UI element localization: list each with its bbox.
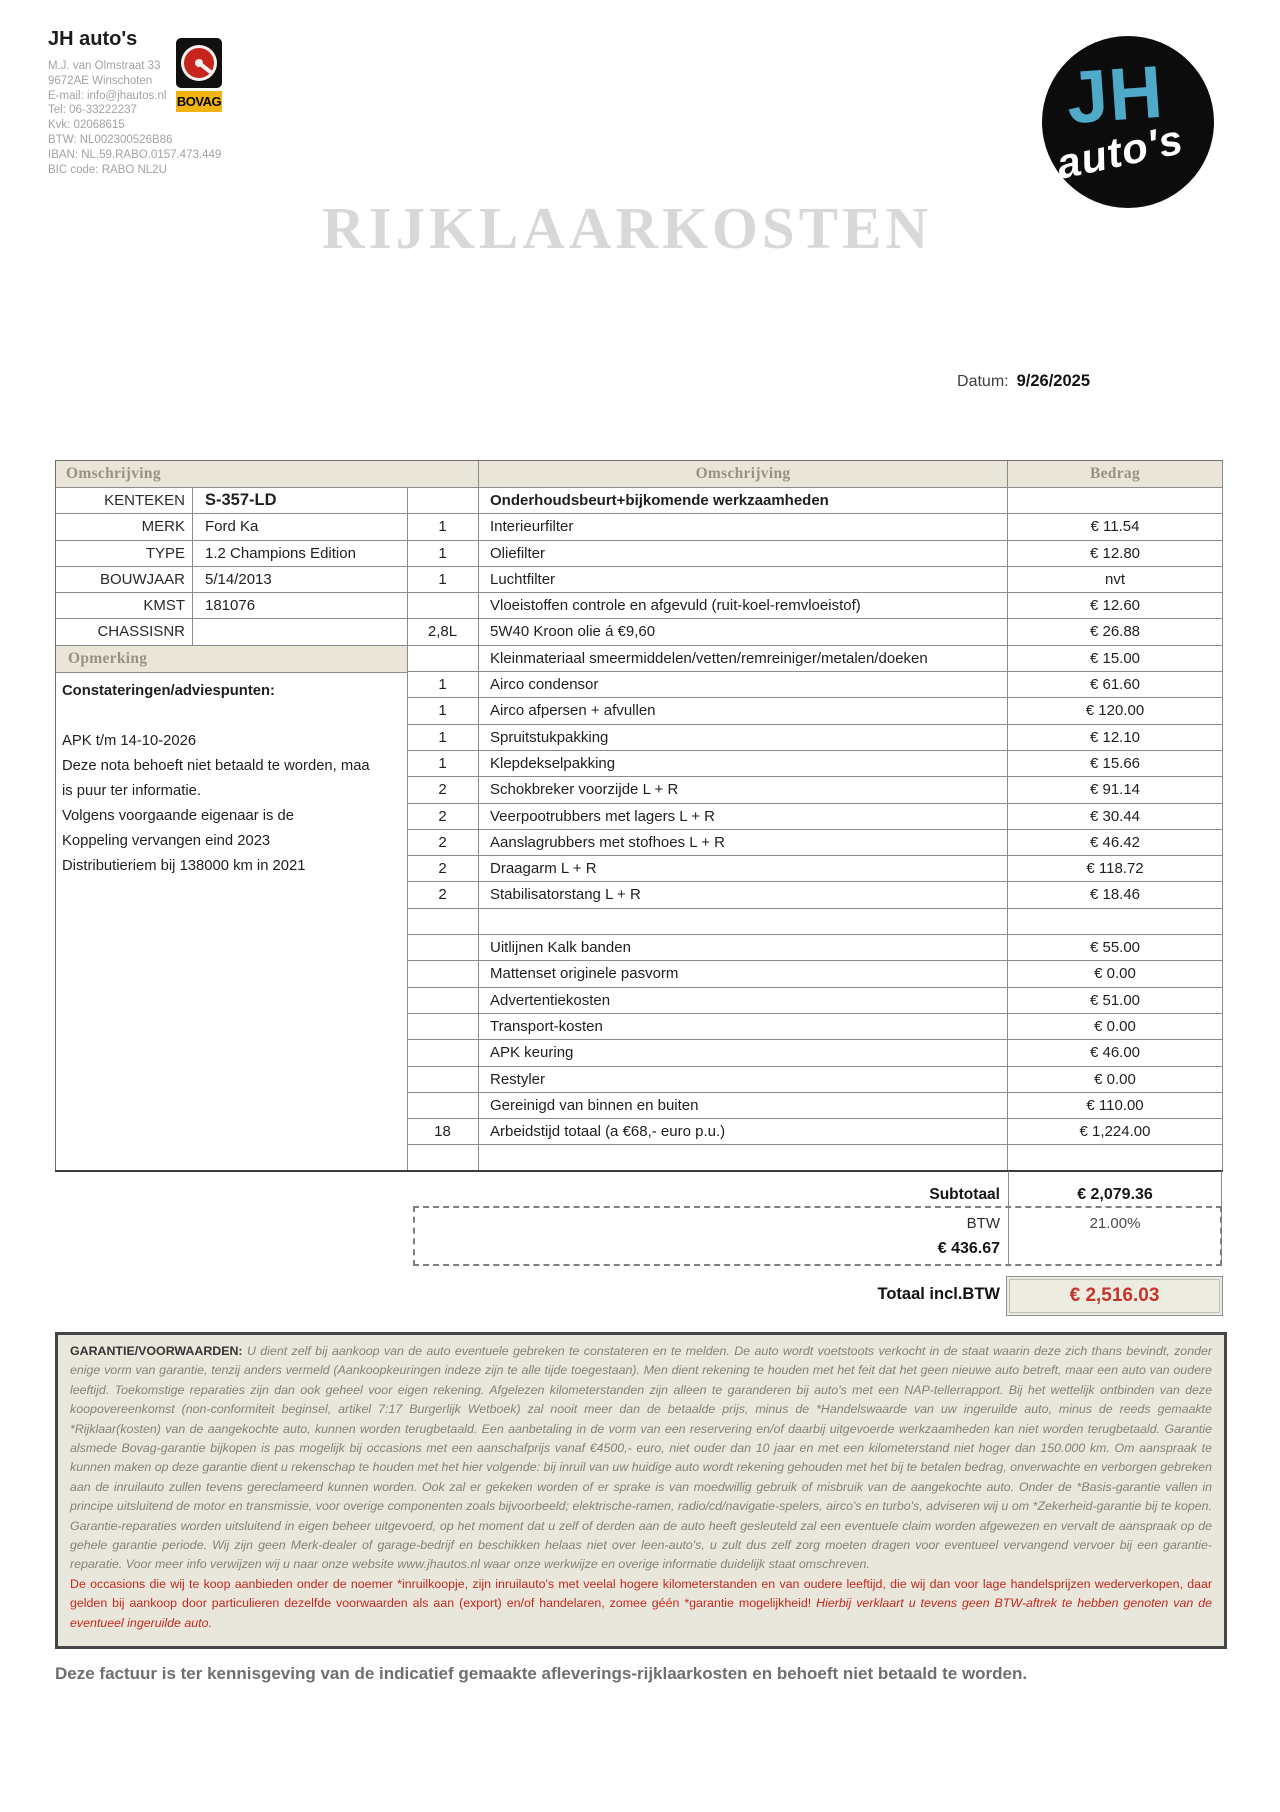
item-quantity: [407, 961, 479, 987]
invoice-item-row: [407, 909, 1223, 935]
item-description: [479, 909, 1008, 935]
item-description: Schokbreker voorzijde L + R: [479, 777, 1008, 803]
vehicle-row-label: KENTEKEN: [56, 488, 193, 514]
item-amount: € 12.80: [1008, 541, 1223, 567]
invoice-item-row: [407, 961, 1223, 987]
item-quantity: [407, 488, 479, 514]
item-quantity: [407, 1145, 479, 1171]
item-description: Aanslagrubbers met stofhoes L + R: [479, 830, 1008, 856]
item-amount: € 0.00: [1008, 961, 1223, 987]
btw-percentage: 21.00%: [1089, 1215, 1141, 1232]
item-amount: € 120.00: [1008, 698, 1223, 724]
invoice-item-row: [407, 830, 1223, 856]
date-label: Datum:: [957, 373, 1009, 390]
item-amount: [1008, 909, 1223, 935]
item-description: Advertentiekosten: [479, 988, 1008, 1014]
invoice-item-row: [407, 698, 1223, 724]
date-value: 9/26/2025: [1016, 372, 1090, 390]
item-amount: € 46.00: [1008, 1040, 1223, 1066]
remark-line: Constateringen/adviespunten:: [62, 682, 275, 699]
item-amount: € 30.44: [1008, 804, 1223, 830]
item-quantity: 2: [407, 804, 479, 830]
item-description: Transport-kosten: [479, 1014, 1008, 1040]
bovag-logo: [176, 38, 222, 112]
remark-line: Deze nota behoeft niet betaald te worden, maa: [62, 757, 370, 774]
invoice-item-row: [407, 1067, 1223, 1093]
item-amount: € 12.10: [1008, 725, 1223, 751]
vehicle-row: [56, 488, 408, 514]
item-description: Kleinmateriaal smeermiddelen/vetten/remreiniger/metalen/doeken: [479, 646, 1008, 672]
vehicle-table-header: Omschrijving: [56, 461, 408, 488]
item-amount: [1008, 488, 1223, 514]
description-header-cell: Omschrijving: [479, 461, 1008, 488]
company-contact-line: Kvk: 02068615: [48, 119, 125, 132]
item-description: Luchtfilter: [479, 567, 1008, 593]
item-quantity: [407, 988, 479, 1014]
remark-line: Distributieriem bij 138000 km in 2021: [62, 857, 306, 874]
item-description: Oliefilter: [479, 541, 1008, 567]
item-amount: € 91.14: [1008, 777, 1223, 803]
vehicle-row-label: CHASSISNR: [56, 619, 193, 645]
item-amount: € 61.60: [1008, 672, 1223, 698]
watermark-title: RIJKLAARKOSTEN: [322, 195, 933, 261]
item-amount: € 26.88: [1008, 619, 1223, 645]
item-amount: € 1,224.00: [1008, 1119, 1223, 1145]
company-contact-line: IBAN: NL.59.RABO.0157.473.449: [48, 148, 222, 161]
invoice-item-row: [407, 1093, 1223, 1119]
item-description: Vloeistoffen controle en afgevuld (ruit-koel-remvloeistof): [479, 593, 1008, 619]
total-incl-btw-value: € 2,516.03: [1069, 1285, 1160, 1306]
item-quantity: 2: [407, 856, 479, 882]
item-quantity: 1: [407, 698, 479, 724]
invoice-item-row: [407, 725, 1223, 751]
item-description: Onderhoudsbeurt+bijkomende werkzaamheden: [479, 488, 1008, 514]
terms-paragraph: [70, 1342, 1212, 1575]
item-quantity: 2: [407, 830, 479, 856]
invoice-item-row: [407, 593, 1223, 619]
item-quantity: 1: [407, 672, 479, 698]
item-amount: € 0.00: [1008, 1014, 1223, 1040]
item-amount: nvt: [1008, 567, 1223, 593]
terms-red-text: De occasions die wij te koop aanbieden onder de noemer *inruilkoopje, zijn inruilauto's met veelal hogere kilometerstanden en van oudere leeftijd, die wij dan voor lage handelsprijzen wederverkopen, daar gelden bij aankoop door particulieren dezelfde voorwaarden als aan (export) en/of handelaren, zomee géén *garantie mogelijkheid!: [70, 1576, 1212, 1611]
item-quantity: 1: [407, 725, 479, 751]
item-description: Airco condensor: [479, 672, 1008, 698]
invoice-item-row: [407, 856, 1223, 882]
item-amount: € 15.00: [1008, 646, 1223, 672]
invoice-item-row: [407, 567, 1223, 593]
item-quantity: [407, 646, 479, 672]
btw-label: BTW: [966, 1215, 1000, 1232]
item-description: Restyler: [479, 1067, 1008, 1093]
item-quantity: 1: [407, 514, 479, 540]
remarks-box: [56, 673, 408, 1172]
item-description: Gereinigd van binnen en buiten: [479, 1093, 1008, 1119]
btw-amount: € 436.67: [937, 1240, 1000, 1257]
company-contact-line: BTW: NL002300526B86: [48, 133, 173, 146]
item-description: [479, 1145, 1008, 1171]
vehicle-row-value: S-357-LD: [193, 488, 408, 514]
vehicle-row-label: MERK: [56, 514, 193, 540]
invoice-item-row: [407, 672, 1223, 698]
vehicle-row-value: [193, 619, 408, 645]
invoice-item-row: [407, 1145, 1223, 1171]
remark-line: Volgens voorgaande eigenaar is de: [62, 807, 294, 824]
jh-autos-logo: [1042, 36, 1214, 208]
company-contact-line: M.J. van Olmstraat 33: [48, 60, 161, 72]
item-description: Stabilisatorstang L + R: [479, 882, 1008, 908]
item-description: Arbeidstijd totaal (a €68,- euro p.u.): [479, 1119, 1008, 1145]
item-amount: € 118.72: [1008, 856, 1223, 882]
item-quantity: [407, 909, 479, 935]
item-quantity: 2,8L: [407, 619, 479, 645]
item-amount: € 15.66: [1008, 751, 1223, 777]
total-incl-btw-box: [1006, 1276, 1223, 1316]
subtotal-value: € 2,079.36: [1077, 1186, 1153, 1203]
remark-line: APK t/m 14-10-2026: [62, 732, 197, 749]
items-table-header: [407, 461, 1223, 488]
item-quantity: [407, 935, 479, 961]
total-incl-btw-label: Totaal incl.BTW: [877, 1285, 1000, 1303]
item-description: Interieurfilter: [479, 514, 1008, 540]
invoice-item-row: [407, 541, 1223, 567]
items-table: [407, 460, 1223, 1172]
item-description: Uitlijnen Kalk banden: [479, 935, 1008, 961]
invoice-item-row: [407, 804, 1223, 830]
invoice-item-row: [407, 646, 1223, 672]
item-description: Klepdekselpakking: [479, 751, 1008, 777]
item-quantity: 2: [407, 882, 479, 908]
terms-body-text: U dient zelf bij aankoop van de auto eventuele gebreken te constateren en te melden. De auto wordt voetstoots verkocht in de staat waarin deze zich thans bevindt, zonder enige vorm van garantie, tenzij anders vermeld (Aankoopkeuringen indeze zijn te alle tijde toegestaan). Men dient rekening te houden met het feit dat het geen nieuwe auto betreft, maar een auto van oudere leeftijd. Toekomstige reparaties zijn dan ook geheel voor eigen rekening. Afgelezen kilometerstanden zijn alleen te garanderen bij auto's met een NAP-tellerrapport. Bij het wettelijk ontbinden van deze koopovereenkomst (non-conformiteit beginsel, artikel 7:17 Burgerlijk Wetboek) zal nooit meer dan de betaalde prijs, minus de *Handelswaarde van uw ingeruilde auto, minus de reeds gemaakte *Rijklaar(kosten) van de aangekochte auto, kunnen worden terugbetaald. Een aanbetaling in de vorm van een reservering en/of daarbij uitgevoerde werkzaamheden kan niet worden terugbetaald. Garantie alsmede Bovag-garantie bijkopen is pas mogelijk bij occasions met een aanschafprijs vanaf €4500,- euro, niet ouder dan 10 jaar en met een kilometerstand niet hoger dan 150.000 km. Om aanspraak te kunnen maken op deze garantie dient u rekenschap te houden met het hier volgende: bij inruil van uw huidige auto wordt rekening gehouden met het bij te betalen bedrag, onverwachte en verborgen gebreken aan de inruilauto zullen tevens gereclameerd kunnen worden. Ook zal er gekeken worden of er sprake is van moedwillig gebruik of misbruik van de aangekochte auto. Onder de *Basis-garantie vallen in principe uitsluitend de motor en transmissie, voor overige componenten zoals bijvoorbeeld; elektrische-ramen, radio/cd/navigatie-spelers, airco's en turbo's, adviseren wij u om *Zekerheid-garantie bij te kopen. Garantie-reparaties worden uitsluitend in eigen beheer uitgevoerd, op het moment dat u zelf of derden aan de auto heeft gesleuteld zal een eventuele claim worden afgewezen en vervalt de aanspraak op de gehele garantie periode. Wij zijn geen Merk-dealer of garage-bedrijf en beschikken helaas niet over leen-auto's, u zult dus zelf zorg moeten dragen voor eventueel vervangend vervoer bij een garantie-reparatie. Voor meer info verwijzen wij u naar onze website www.jhautos.nl waar onze werkwijze en overige informatie duidelijk staat omschreven.: [70, 1344, 1212, 1572]
invoice-item-row: [407, 988, 1223, 1014]
item-amount: € 110.00: [1008, 1093, 1223, 1119]
item-amount: € 18.46: [1008, 882, 1223, 908]
company-contact-line: Tel: 06-33222237: [48, 104, 137, 117]
invoice-item-row: [407, 619, 1223, 645]
item-description: Draagarm L + R: [479, 856, 1008, 882]
invoice-item-row: [407, 488, 1223, 514]
invoice-item-row: [407, 777, 1223, 803]
remark-line: is puur ter informatie.: [62, 782, 201, 799]
vehicle-row-value: 1.2 Champions Edition: [193, 541, 408, 567]
footer-note: Deze factuur is ter kennisgeving van de indicatief gemaakte afleverings-rijklaarkosten en behoeft niet betaald te worden.: [55, 1664, 1028, 1683]
company-contact-line: BIC code: RABO NL2U: [48, 163, 167, 176]
company-contact-line: 9672AE Winschoten: [48, 74, 153, 87]
item-amount: € 0.00: [1008, 1067, 1223, 1093]
invoice-item-row: [407, 514, 1223, 540]
item-quantity: [407, 593, 479, 619]
vehicle-row-label: BOUWJAAR: [56, 567, 193, 593]
vehicle-row: [56, 567, 408, 593]
vehicle-row: [56, 514, 408, 540]
company-name: JH auto's: [48, 28, 138, 50]
vehicle-row-value: 5/14/2013: [193, 567, 408, 593]
item-amount: € 11.54: [1008, 514, 1223, 540]
item-amount: € 55.00: [1008, 935, 1223, 961]
vehicle-row-label: KMST: [56, 593, 193, 619]
vehicle-row-value: Ford Ka: [193, 514, 408, 540]
item-amount: [1008, 1145, 1223, 1171]
invoice-item-row: [407, 1040, 1223, 1066]
vehicle-rows: [56, 488, 408, 646]
terms-red-paragraph: [70, 1575, 1212, 1633]
amount-header-cell: Bedrag: [1008, 461, 1223, 488]
terms-box: [55, 1332, 1227, 1649]
item-quantity: [407, 1040, 479, 1066]
date-line: [780, 372, 1090, 391]
item-amount: € 12.60: [1008, 593, 1223, 619]
item-quantity: 2: [407, 777, 479, 803]
company-contact-line: E-mail: info@jhautos.nl: [48, 89, 167, 102]
vehicle-row-label: TYPE: [56, 541, 193, 567]
subtotal-label: Subtotaal: [929, 1186, 1000, 1203]
bovag-dial-icon: [176, 38, 222, 88]
item-quantity: [407, 1067, 479, 1093]
invoice-item-row: [407, 1119, 1223, 1145]
qty-header-cell: [407, 461, 479, 488]
jh-logo-initials: JH: [1063, 49, 1167, 140]
items-rows: [407, 488, 1223, 1172]
vehicle-table: [55, 460, 408, 1172]
item-description: Veerpootrubbers met lagers L + R: [479, 804, 1008, 830]
item-quantity: 18: [407, 1119, 479, 1145]
vehicle-row: [56, 619, 408, 645]
item-amount: € 51.00: [1008, 988, 1223, 1014]
terms-red-italic-text: Hierbij verklaart u tevens geen BTW-aftrek te hebben genoten van de eventueel ingeruilde auto.: [70, 1596, 1212, 1630]
invoice-item-row: [407, 1014, 1223, 1040]
invoice-item-row: [407, 751, 1223, 777]
bovag-wordmark: BOVAG: [176, 91, 222, 112]
item-amount: € 46.42: [1008, 830, 1223, 856]
item-description: APK keuring: [479, 1040, 1008, 1066]
item-quantity: 1: [407, 751, 479, 777]
invoice-item-row: [407, 882, 1223, 908]
remark-header: Opmerking: [56, 646, 408, 673]
item-quantity: 1: [407, 567, 479, 593]
item-description: 5W40 Kroon olie á €9,60: [479, 619, 1008, 645]
remark-line: [62, 704, 403, 729]
item-quantity: 1: [407, 541, 479, 567]
item-description: Spruitstukpakking: [479, 725, 1008, 751]
item-description: Airco afpersen + afvullen: [479, 698, 1008, 724]
jh-logo-autos: auto's: [1052, 115, 1188, 188]
item-quantity: [407, 1093, 479, 1119]
item-quantity: [407, 1014, 479, 1040]
vehicle-row: [56, 541, 408, 567]
item-description: Mattenset originele pasvorm: [479, 961, 1008, 987]
remark-line: Koppeling vervangen eind 2023: [62, 832, 271, 849]
vehicle-row: [56, 593, 408, 619]
terms-title: GARANTIE/VOORWAARDEN:: [70, 1344, 243, 1358]
vehicle-row-value: 181076: [193, 593, 408, 619]
invoice-item-row: [407, 935, 1223, 961]
